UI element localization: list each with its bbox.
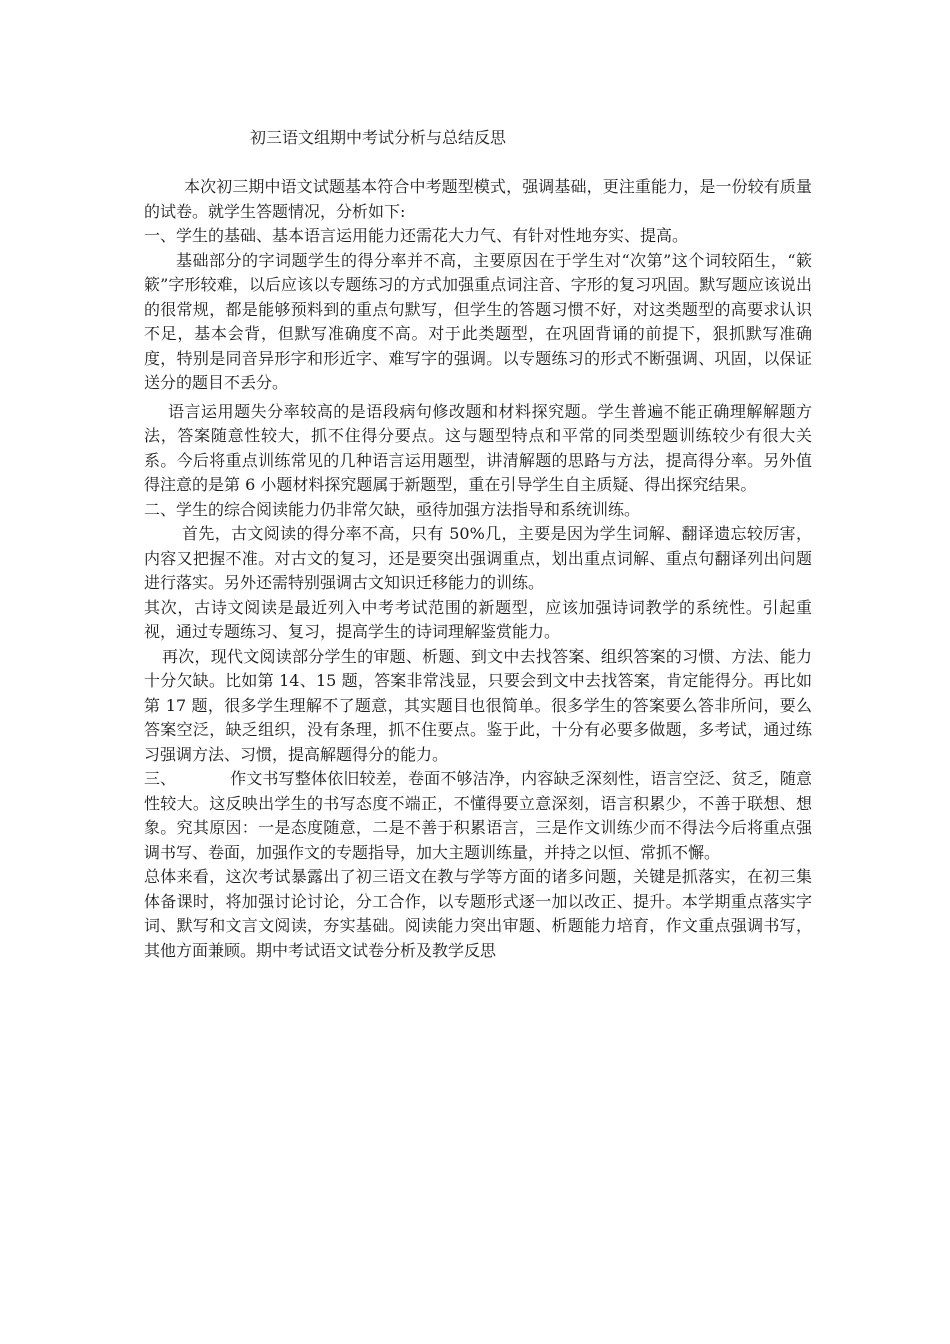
section-3-number: 三、 [144, 769, 177, 788]
modern-reading-paragraph: 再次，现代文阅读部分学生的审题、析题、到文中去找答案、组织答案的习惯、方法、能力十分欠缺。比如第 14、15 题，答案非常浅显，只要会到文中去找答案，肯定能得分。再比如第 17 题，很多学生理解不了题意，其实题目也很简单。很多学生的答案要么答非所问，要么答案空泛，缺乏组织，没有条理，抓不住要点。鉴于此，十分有必要多做题，多考试，通过练习强调方法、习惯，提高解题得分的能力。 [144, 646, 812, 764]
document-body [144, 175, 812, 963]
section-1-heading: 一、学生的基础、基本语言运用能力还需花大力气、有针对性地夯实、提高。 [144, 226, 689, 245]
language-use-paragraph: 语言运用题失分率较高的是语段病句修改题和材料探究题。学生普遍不能正确理解解题方法，答案随意性较大，抓不住得分要点。这与题型特点和平常的同类型题训练较少有很大关系。今后将重点训练常见的几种语言运用题型，讲清解题的思路与方法，提高得分率。另外值得注意的是第 6 小题材料探究题属于新题型，重在引导学生自主质疑、得出探究结果。 [144, 401, 812, 494]
intro-paragraph: 本次初三期中语文试题基本符合中考题型模式，强调基础，更注重能力，是一份较有质量的试卷。就学生答题情况，分析如下: [144, 177, 812, 221]
poetry-reading-paragraph: 其次，古诗文阅读是最近列入中考考试范围的新题型，应该加强诗词教学的系统性。引起重视，通过专题练习、复习，提高学生的诗词理解鉴赏能力。 [144, 597, 812, 641]
basics-paragraph: 基础部分的字词题学生的得分率并不高，主要原因在于学生对“次第”这个词较陌生，“簌簌”字形较难，以后应该以专题练习的方式加强重点词注音、字形的复习巩固。默写题应该说出的很常规，都是能够预料到的重点句默写，但学生的答题习惯不好，对这类题型的高要求认识不足，基本会背，但默写准确度不高。对于此类题型，在巩固背诵的前提下，狠抓默写准确度，特别是同音异形字和形近字、难写字的强调。以专题练习的形式不断强调、巩固，以保证送分的题目不丢分。 [144, 250, 812, 392]
summary-paragraph: 总体来看，这次考试暴露出了初三语文在教与学等方面的诸多问题，关键是抓落实，在初三集体备课时，将加强讨论讨论，分工合作，以专题形式逐一加以改正、提升。本学期重点落实字词、默写和文言文阅读，夯实基础。阅读能力突出审题、析题能力培育，作文重点强调书写，其他方面兼顾。期中考试语文试卷分析及教学反思 [144, 867, 812, 960]
classical-reading-paragraph: 首先，古文阅读的得分率不高，只有 50%几，主要是因为学生词解、翻译遗忘较厉害，内容又把握不准。对古文的复习，还是要突出强调重点，划出重点词解、重点句翻译列出问题进行落实。另外还需特别强调古文知识迁移能力的训练。 [144, 524, 812, 592]
section-3-text: 作文书写整体依旧较差，卷面不够洁净，内容缺乏深刻性，语言空泛、贫乏，随意性较大。这反映出学生的书写态度不端正，不懂得要立意深刻，语言积累少，不善于联想、想象。究其原因：一是态度随意，二是不善于积累语言，三是作文训练少而不得法今后将重点强调书写、卷面，加强作文的专题指导，加大主题训练量，并持之以恒、常抓不懈。 [144, 769, 812, 862]
document-title: 初三语文组期中考试分析与总结反思 [250, 128, 507, 147]
section-3-paragraph [144, 767, 812, 865]
section-2-heading: 二、学生的综合阅读能力仍非常欠缺，亟待加强方法指导和系统训练。 [144, 499, 641, 519]
